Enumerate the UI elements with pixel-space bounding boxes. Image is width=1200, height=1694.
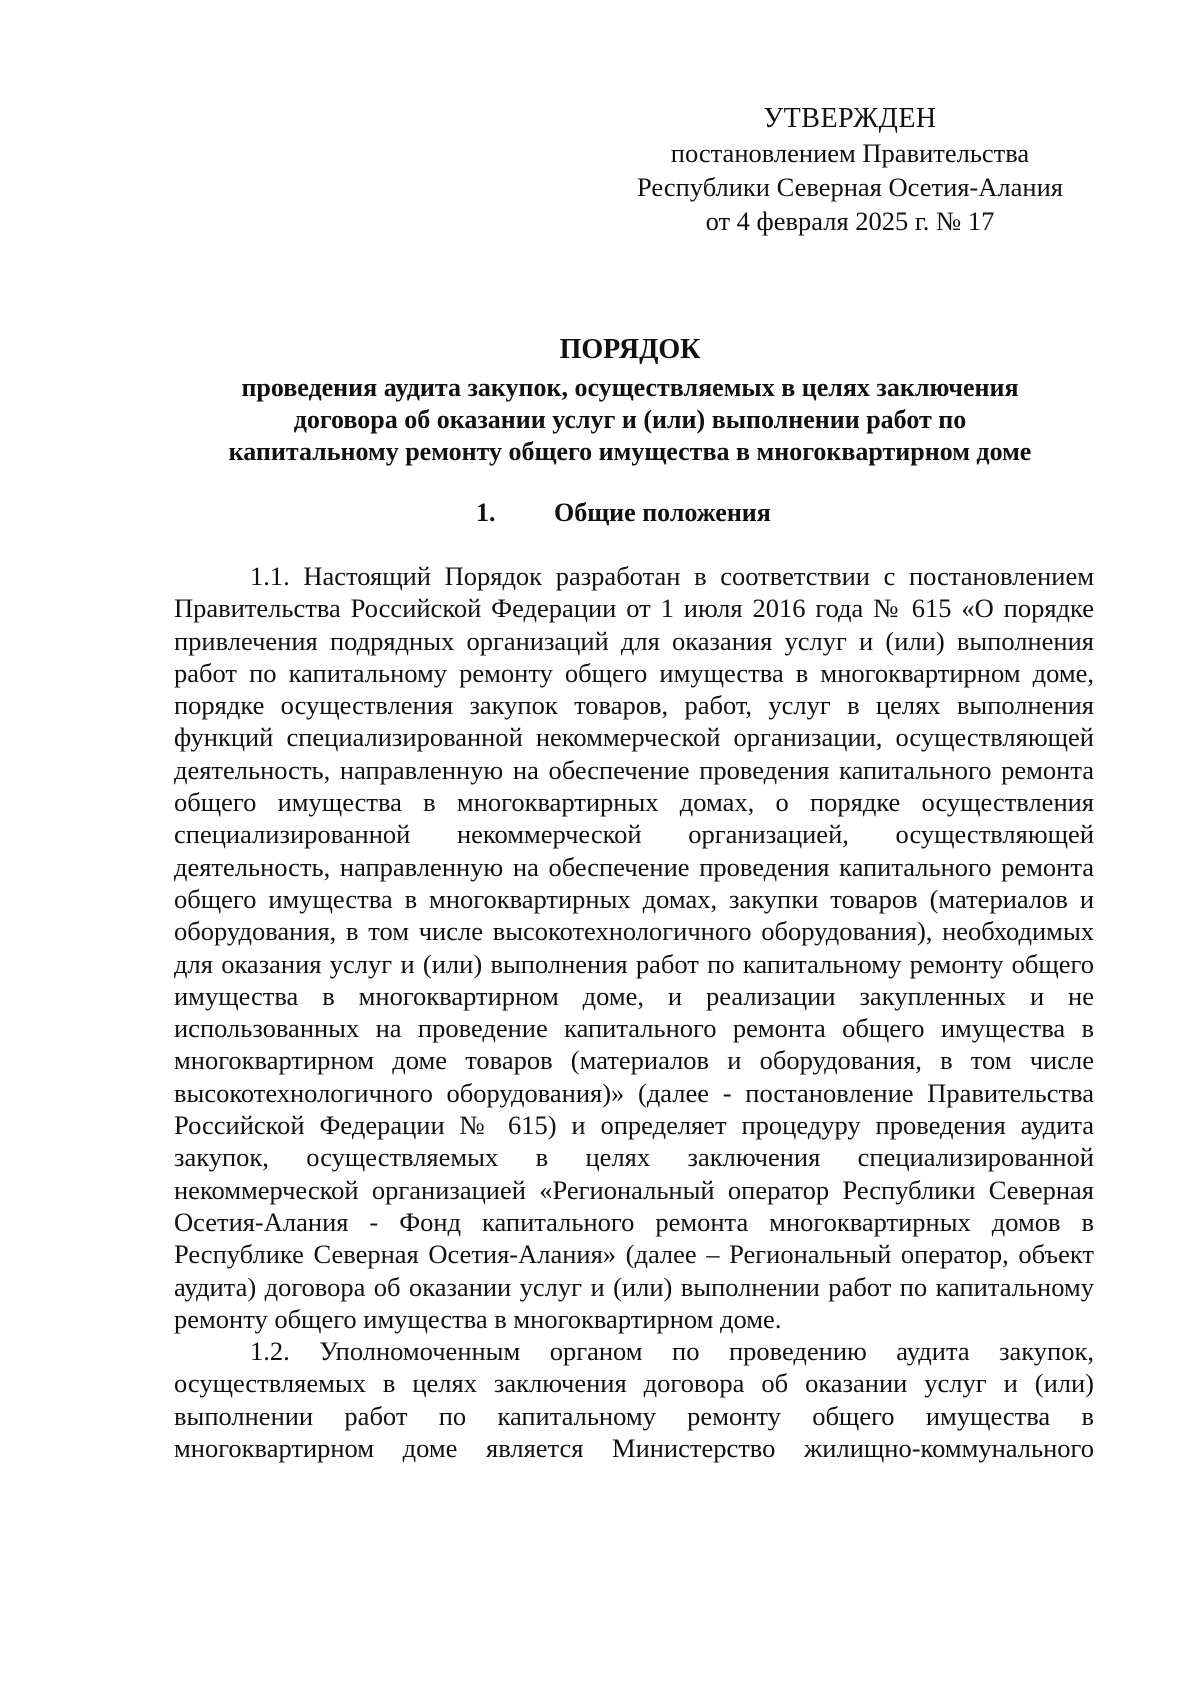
paragraph-1-2: 1.2. Уполномоченным органом по проведению аудита закупок, осуществляемых в целях заключения договора об оказании услуг и (или) выполнении работ по капитальному ремонту общего имущества в многоквартирном доме является Министерство жилищно-коммунального: [174, 1336, 1094, 1464]
approval-block: [620, 102, 1080, 238]
title-main: ПОРЯДОК: [559, 334, 701, 365]
approval-line-3: от 4 февраля 2025 г. № 17: [705, 206, 995, 236]
approval-stamp: УТВЕРЖДЕН: [763, 103, 937, 134]
title-line-3: капитальному ремонту общего имущества в многоквартирном доме: [228, 437, 1032, 466]
section-number: 1.: [476, 498, 496, 527]
title-line-1: проведения аудита закупок, осуществляемых в целях заключения: [241, 373, 1019, 402]
section-title: Общие положения: [554, 498, 771, 527]
body-text: [174, 560, 1094, 1464]
title-subtitle: [160, 372, 1100, 468]
paragraph-1-1: 1.1. Настоящий Порядок разработан в соответствии с постановлением Правительства Российской Федерации от 1 июля 2016 года № 615 «О порядке привлечения подрядных организаций для оказания услуг и (или) выполнения работ по капитальному ремонту общего имущества в многоквартирном доме, порядке осуществления закупок товаров, работ, услуг в целях выполнения функций специализированной некоммерческой организации, осуществляющей деятельность, направленную на обеспечение проведения капитального ремонта общего имущества в многоквартирных домах, о порядке осуществления специализированной некоммерческой организацией, осуществляющей деятельность, направленную на обеспечение проведения капитального ремонта общего имущества в многоквартирных домах, закупки товаров (материалов и оборудования, в том числе высокотехнологичного оборудования), необходимых для оказания услуг и (или) выполнения работ по капитальному ремонту общего имущества в многоквартирном доме, и реализации закупленных и не использованных на проведение капитального ремонта общего имущества в многоквартирном доме товаров (материалов и оборудования, в том числе высокотехнологичного оборудования)» (далее - постановление Правительства Российской Федерации № 615) и определяет процедуру проведения аудита закупок, осуществляемых в целях заключения специализированной некоммерческой организацией «Региональный оператор Республики Северная Осетия-Алания - Фонд капитального ремонта многоквартирных домов в Республике Северная Осетия-Алания» (далее – Региональный оператор, объект аудита) договора об оказании услуг и (или) выполнении работ по капитальному ремонту общего имущества в многоквартирном доме.: [174, 561, 1094, 1334]
approval-line-1: постановлением Правительства: [670, 138, 1030, 168]
approval-line-2: Республики Северная Осетия-Алания: [637, 172, 1063, 202]
title-line-2: договора об оказании услуг и (или) выполнении работ по: [293, 405, 967, 434]
document-title: [160, 332, 1100, 468]
